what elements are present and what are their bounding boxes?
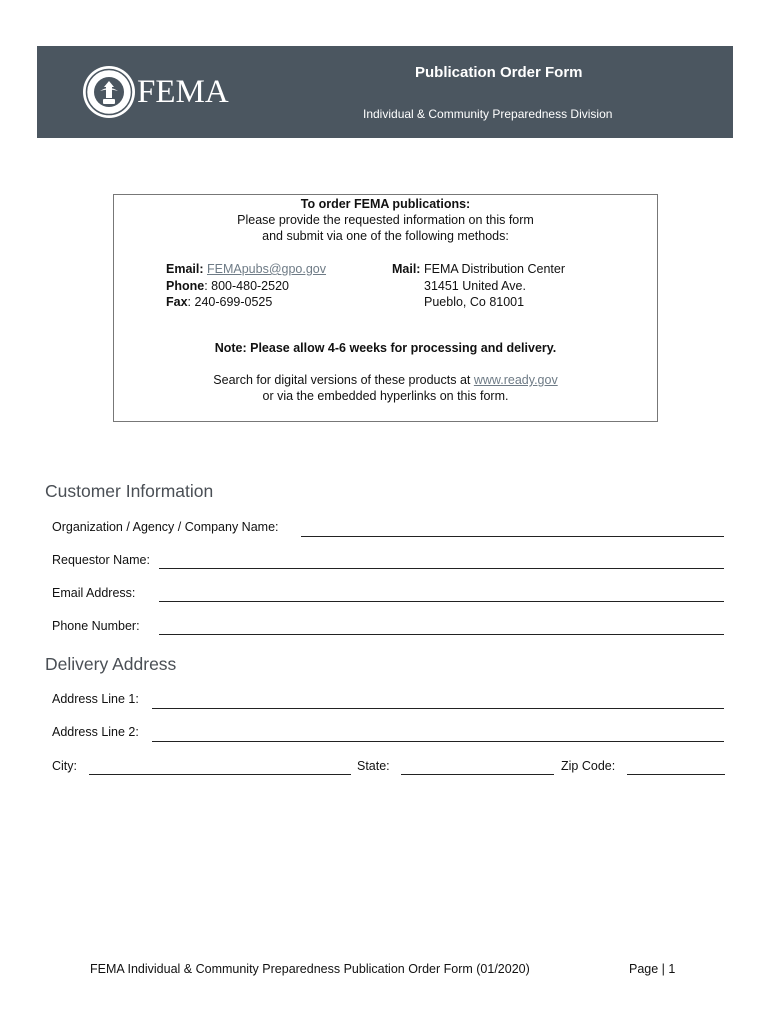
address-line-2-field[interactable] xyxy=(152,741,724,742)
processing-note: Note: Please allow 4-6 weeks for processing and delivery. xyxy=(214,341,557,355)
zip-code-label: Zip Code: xyxy=(561,759,616,773)
ready-gov-link[interactable]: www.ready.gov xyxy=(473,373,558,387)
contact-methods xyxy=(166,261,326,311)
address-line-1-field[interactable] xyxy=(152,708,724,709)
dhs-seal-icon xyxy=(81,64,137,120)
search-line-2: or via the embedded hyperlinks on this form. xyxy=(262,389,509,403)
page-subtitle: Individual & Community Preparedness Division xyxy=(363,107,613,121)
mail-line-2: 31451 United Ave. xyxy=(424,278,526,293)
phone-number-field[interactable] xyxy=(159,634,724,635)
organization-label: Organization / Agency / Company Name: xyxy=(52,520,279,534)
city-field[interactable] xyxy=(89,774,351,775)
ordering-instructions-box xyxy=(113,194,658,422)
mail-label: Mail: xyxy=(392,262,421,276)
fax-contact xyxy=(166,294,326,311)
email-address-label: Email Address: xyxy=(52,586,136,600)
city-label: City: xyxy=(52,759,77,773)
page-number: Page | 1 xyxy=(629,962,676,976)
delivery-address-heading: Delivery Address xyxy=(45,654,177,674)
email-contact xyxy=(166,261,326,278)
fema-logo xyxy=(81,64,231,120)
requestor-name-field[interactable] xyxy=(159,568,724,569)
header-banner xyxy=(37,46,733,138)
search-line-1 xyxy=(114,373,657,387)
address-line-2-label: Address Line 2: xyxy=(52,725,139,739)
instructions-heading: To order FEMA publications: xyxy=(300,197,471,211)
customer-information-heading: Customer Information xyxy=(45,481,214,501)
mail-address xyxy=(392,261,565,311)
email-contact-label: Email: xyxy=(166,262,204,276)
email-link[interactable]: FEMApubs@gpo.gov xyxy=(207,262,327,276)
phone-number-label: Phone Number: xyxy=(52,619,140,633)
page-title: Publication Order Form xyxy=(415,64,583,81)
zip-code-field[interactable] xyxy=(627,774,725,775)
state-label: State: xyxy=(357,759,390,773)
phone-contact xyxy=(166,278,326,295)
requestor-name-label: Requestor Name: xyxy=(52,553,150,567)
instructions-line-1: Please provide the requested information on this form xyxy=(237,213,534,227)
state-field[interactable] xyxy=(401,774,554,775)
footer-form-title: FEMA Individual & Community Preparedness Publication Order Form (01/2020) xyxy=(90,962,530,976)
instructions-line-2: and submit via one of the following methods: xyxy=(262,229,509,243)
fax-contact-value: : 240-699-0525 xyxy=(187,295,273,309)
fax-contact-label: Fax xyxy=(166,295,188,309)
phone-contact-label: Phone xyxy=(166,278,205,293)
mail-line-1: FEMA Distribution Center xyxy=(423,262,565,276)
phone-contact-value: : 800-480-2520 xyxy=(204,278,289,293)
email-address-field[interactable] xyxy=(159,601,724,602)
fema-wordmark: FEMA xyxy=(137,74,229,110)
address-line-1-label: Address Line 1: xyxy=(52,692,139,706)
search-prefix: Search for digital versions of these products at xyxy=(213,373,474,387)
organization-field[interactable] xyxy=(301,536,724,537)
mail-line-3: Pueblo, Co 81001 xyxy=(424,295,525,309)
